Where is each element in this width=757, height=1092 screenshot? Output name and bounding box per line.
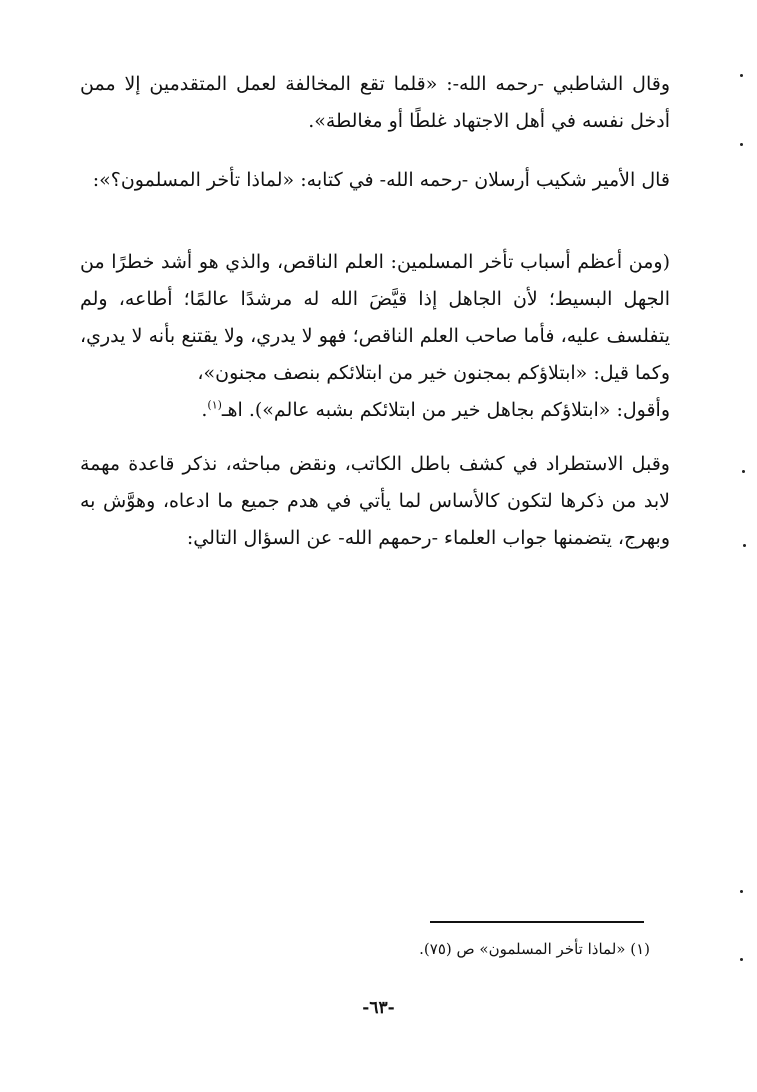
arslan-quote-closing: وأقول: «ابتلاؤكم بجاهل خير من ابتلائكم بشبه عالم»). اهـ [221, 399, 670, 421]
margin-speck [740, 958, 743, 961]
margin-speck [740, 143, 743, 146]
margin-speck [740, 74, 743, 77]
footnote-separator [430, 921, 644, 923]
arslan-quote-body: (ومن أعظم أسباب تأخر المسلمين: العلم الناقص، والذي هو أشد خطرًا من الجهل البسيط؛ لأن الجاهل إذا قيَّضَ الله له مرشدًا عالمًا؛ أطاعه، ولم يتفلسف عليه، فأما صاحب العلم الناقص؛ فهو لا يدري، ولا يقتنع بأنه لا يدري، وكما قيل: «ابتلاؤكم بمجنون خير من ابتلائكم بنصف مجنون»، [80, 251, 670, 384]
margin-speck [743, 544, 746, 547]
margin-speck [742, 470, 745, 473]
paragraph-digression-rule: وقبل الاستطراد في كشف باطل الكاتب، ونقض مباحثه، نذكر قاعدة مهمة لابد من ذكرها لتكون كالأساس لما يأتي في هدم جميع ما ادعاه، وهوَّش به وبهرج، يتضمنها جواب العلماء -رحمهم الله- عن السؤال التالي: [80, 453, 670, 549]
footnote-reference: (١) [207, 398, 222, 412]
footnote: (١) «لماذا تأخر المسلمون» ص (٧٥). [419, 940, 650, 958]
paragraph-arslan-intro: قال الأمير شكيب أرسلان -رحمه الله- في كتابه: «لماذا تأخر المسلمون؟»: [92, 169, 670, 191]
arslan-quote-last-line: وأقول: «ابتلاؤكم بجاهل خير من ابتلائكم بشبه عالم»). اهـ$^{(١)}$. [201, 398, 670, 421]
paragraph-arslan-quote [80, 244, 670, 429]
margin-speck [740, 890, 743, 893]
paragraph-shatibi-quote: وقال الشاطبي -رحمه الله-: «قلما تقع المخالفة لعمل المتقدمين إلا ممن أدخل نفسه في أهل الاجتهاد غلطًا أو مغالطة». [80, 73, 670, 132]
page-number: -٦٣- [362, 998, 395, 1018]
